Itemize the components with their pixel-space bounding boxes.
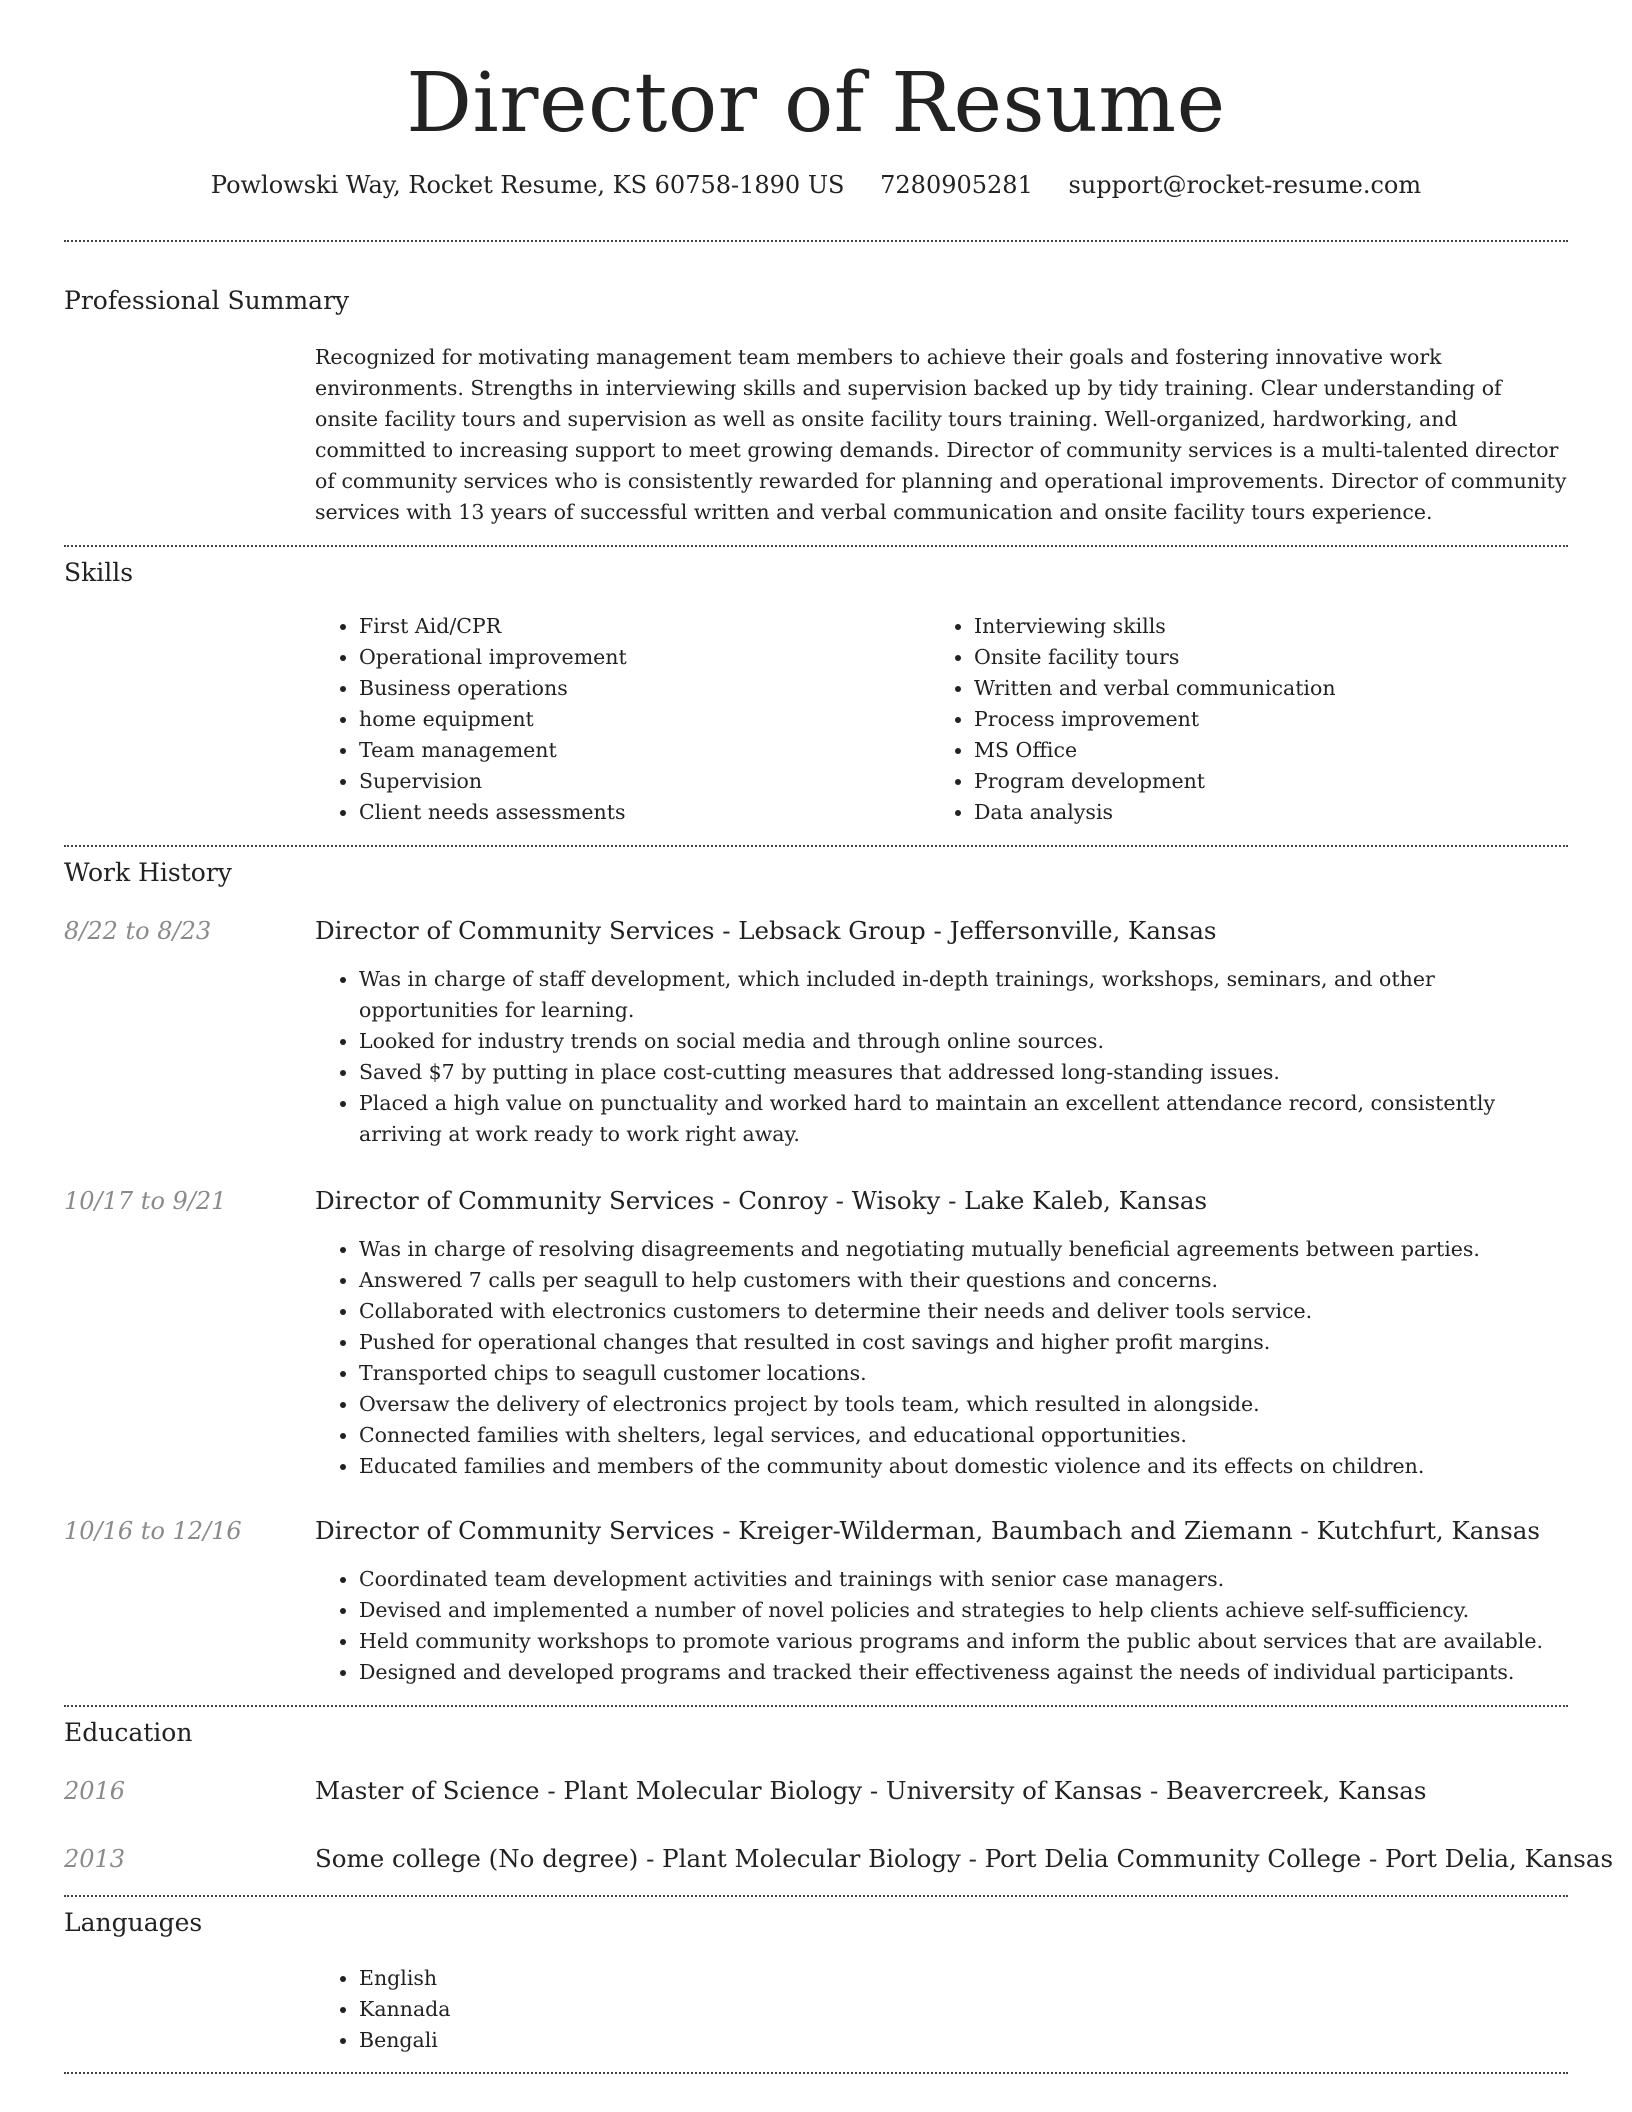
list-item: • Designed and developed programs and tracked their effectiveness against the needs of individual participants. xyxy=(359,1657,1568,1688)
education-date: 2013 xyxy=(64,1845,126,1873)
list-item: • Held community workshops to promote various programs and inform the public about services that are available. xyxy=(359,1626,1568,1657)
list-item: • Business operations xyxy=(359,673,915,704)
job-heading: Director of Community Services - Lebsack Group - Jeffersonville, Kansas xyxy=(315,916,1217,945)
list-item: • Pushed for operational changes that resulted in cost savings and higher profit margins. xyxy=(359,1327,1568,1358)
section-title-work: Work History xyxy=(64,858,232,887)
bullet-list xyxy=(315,611,915,828)
education-heading: Master of Science - Plant Molecular Biology - University of Kansas - Beavercreek, Kansas xyxy=(315,1776,1427,1805)
list-item: • Answered 7 calls per seagull to help customers with their questions and concerns. xyxy=(359,1265,1568,1296)
list-item: • Bengali xyxy=(359,2025,915,2056)
list-item: • Program development xyxy=(974,766,1568,797)
list-item: • Devised and implemented a number of novel policies and strategies to help clients achieve self-sufficiency. xyxy=(359,1595,1568,1626)
contact-line xyxy=(64,170,1568,200)
list-item: • Interviewing skills xyxy=(974,611,1568,642)
list-item: • Transported chips to seagull customer locations. xyxy=(359,1358,1568,1389)
list-item: • Oversaw the delivery of electronics project by tools team, which resulted in alongside. xyxy=(359,1389,1568,1420)
section-title-skills: Skills xyxy=(64,558,134,587)
job-date: 10/16 to 12/16 xyxy=(64,1517,242,1545)
bullet-list xyxy=(315,1963,915,2056)
list-item: • home equipment xyxy=(359,704,915,735)
list-item: • MS Office xyxy=(974,735,1568,766)
divider xyxy=(64,845,1568,847)
list-item: • Kannada xyxy=(359,1994,915,2025)
summary-text: Recognized for motivating management team members to achieve their goals and fostering innovative work environments. Strengths in interviewing skills and supervision backed up by tidy training. Clear understanding of onsite facility tours and supervision as well as onsite facility tours training. Well-organized, hardworking, and committed to increasing support to meet growing demands. Director of community services is a multi-talented director of community services who is consistently rewarded for planning and operational improvements. Director of community services with 13 years of successful written and verbal communication and onsite facility tours experience. xyxy=(315,345,1567,524)
list-item: • Team management xyxy=(359,735,915,766)
job-heading: Director of Community Services - Conroy - Wisoky - Lake Kaleb, Kansas xyxy=(315,1186,1208,1215)
divider xyxy=(64,240,1568,242)
skills-left-column xyxy=(315,611,915,828)
list-item: • English xyxy=(359,1963,915,1994)
list-item: • Collaborated with electronics customers to determine their needs and deliver tools service. xyxy=(359,1296,1568,1327)
resume-name: Director of Resume xyxy=(406,56,1226,151)
list-item: • Connected families with shelters, legal services, and educational opportunities. xyxy=(359,1420,1568,1451)
list-item: • Was in charge of staff development, which included in-depth trainings, workshops, seminars, and other opportunities for learning. xyxy=(359,964,1568,1026)
contact-phone: 7280905281 xyxy=(880,171,1033,199)
list-item: • Placed a high value on punctuality and worked hard to maintain an excellent attendance record, consistently arriving at work ready to work right away. xyxy=(359,1088,1568,1150)
list-item: • Looked for industry trends on social media and through online sources. xyxy=(359,1026,1568,1057)
bullet-list xyxy=(315,1234,1568,1482)
divider xyxy=(64,1895,1568,1897)
list-item: • Operational improvement xyxy=(359,642,915,673)
resume-page xyxy=(64,0,1614,2052)
section-title-education: Education xyxy=(64,1718,193,1747)
list-item: • Client needs assessments xyxy=(359,797,915,828)
education-heading: Some college (No degree) - Plant Molecular Biology - Port Delia Community College - Port Delia, Kansas xyxy=(315,1844,1614,1873)
education-date: 2016 xyxy=(64,1777,126,1805)
list-item: • Supervision xyxy=(359,766,915,797)
list-item: • Saved $7 by putting in place cost-cutting measures that addressed long-standing issues. xyxy=(359,1057,1568,1088)
job-date: 8/22 to 8/23 xyxy=(64,917,212,945)
list-item: • First Aid/CPR xyxy=(359,611,915,642)
job-heading: Director of Community Services - Kreiger-Wilderman, Baumbach and Ziemann - Kutchfurt, Kansas xyxy=(315,1516,1540,1545)
skills-right-column xyxy=(930,611,1568,828)
divider xyxy=(64,1705,1568,1707)
list-item: • Onsite facility tours xyxy=(974,642,1568,673)
divider xyxy=(64,545,1568,547)
bullet-list xyxy=(315,1564,1568,1688)
list-item: • Educated families and members of the community about domestic violence and its effects on children. xyxy=(359,1451,1568,1482)
list-item: • Written and verbal communication xyxy=(974,673,1568,704)
languages-column xyxy=(315,1963,915,2056)
job-date: 10/17 to 9/21 xyxy=(64,1187,227,1215)
list-item: • Coordinated team development activities and trainings with senior case managers. xyxy=(359,1564,1568,1595)
divider xyxy=(64,2072,1568,2074)
section-title-summary: Professional Summary xyxy=(64,286,350,315)
contact-email: support@rocket-resume.com xyxy=(1068,171,1422,199)
section-title-languages: Languages xyxy=(64,1908,203,1937)
bullet-list xyxy=(930,611,1568,828)
bullet-list xyxy=(315,964,1568,1150)
list-item: • Was in charge of resolving disagreements and negotiating mutually beneficial agreements between parties. xyxy=(359,1234,1568,1265)
list-item: • Data analysis xyxy=(974,797,1568,828)
contact-address: Powlowski Way, Rocket Resume, KS 60758-1890 US xyxy=(210,171,845,199)
list-item: • Process improvement xyxy=(974,704,1568,735)
